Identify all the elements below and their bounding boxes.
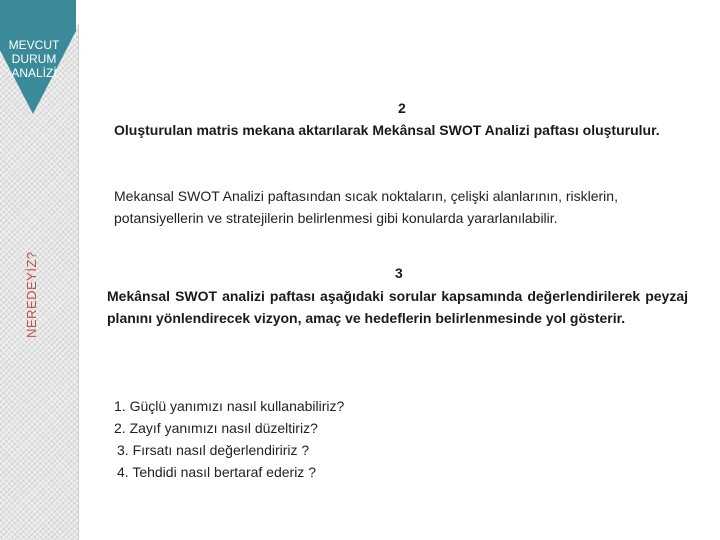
list-item: 3. Fırsatı nasıl değerlendiririz ? [117,442,310,458]
list-item: 1. Güçlü yanımızı nasıl kullanabiliriz? [114,398,345,414]
section-2-number: 2 [398,100,406,116]
questions-list [114,395,344,483]
intro-paragraph: Mekansal SWOT Analizi paftasından sıcak noktaların, çelişki alanlarının, risklerin, potansiyellerin ve stratejilerin belirlenmesi gibi konularda yararlanılabilir. [114,188,618,226]
section-2-text: Oluşturulan matris mekana aktarılarak Mekânsal SWOT Analizi paftası oluşturulur. [114,122,660,138]
list-item: 2. Zayıf yanımızı nasıl düzeltiriz? [114,420,318,436]
badge-label: MEVCUT DURUM ANALİZİ [8,38,60,80]
section-3-number: 3 [395,265,403,281]
section-3-text: Mekânsal SWOT analizi paftası aşağıdaki sorular kapsamında değerlendirilerek peyzaj planını yönlendirecek vizyon, amaç ve hedeflerin belirlenmesinde yol gösterir. [107,288,688,326]
vertical-section-label: NEREDEYİZ? [24,251,39,338]
list-item: 4. Tehdidi nasıl bertaraf ederiz ? [117,464,316,480]
section-badge [0,0,112,152]
